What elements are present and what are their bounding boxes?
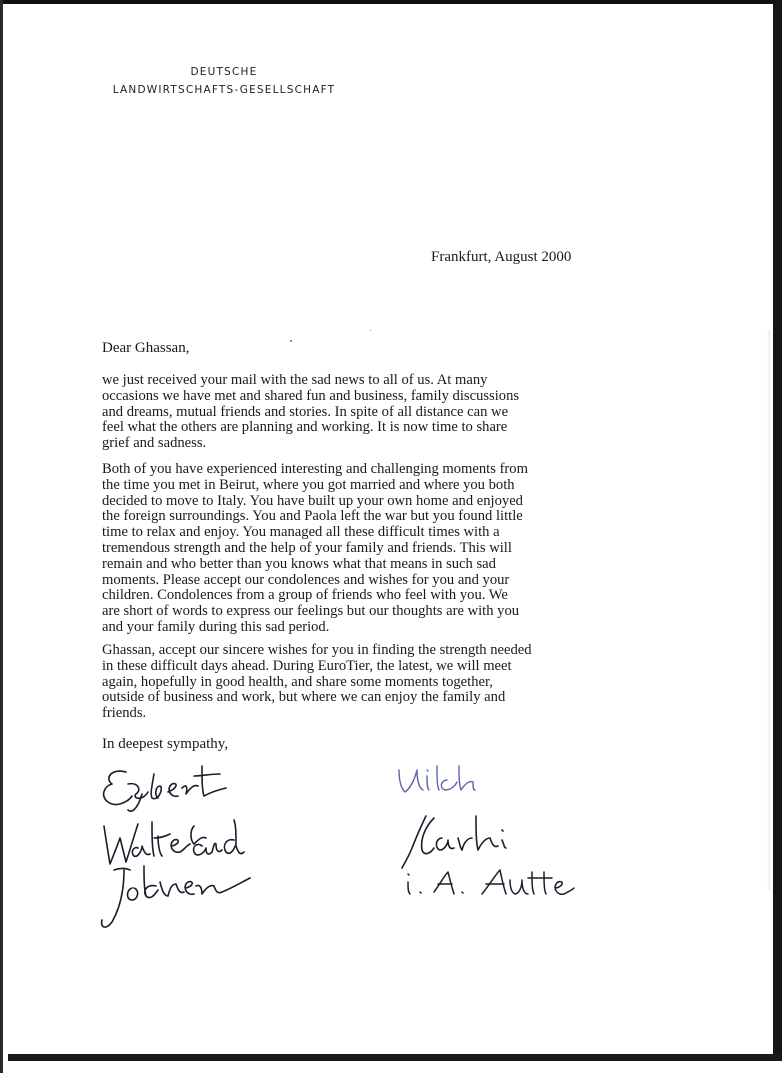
scan-speck (290, 340, 292, 342)
body-paragraph-1: we just received your mail with the sad news to all of us. At many occasions we have met and shared fun and business, family discussions and dreams, mutual friends and stories. In spite of all distance can we feel what the others are planning and working. It is now time to share grief and sadness. (102, 372, 520, 452)
letterhead (96, 63, 352, 99)
scan-edge-left (0, 0, 3, 1073)
paper-fold-shadow (767, 330, 770, 890)
body-paragraph-2: Both of you have experienced interesting and challenging moments from the time you met in Beirut, where you got married and where you both decided to move to Italy. You have built up your own home and enjoyed the foreign surroundings. You and Paola left the war but you found little time to relax and enjoy. You managed all these difficult times with a tremendous strength and the help of your family and friends. This will remain and who better than you knows what that means in such sad moments. Please accept our condolences and wishes for you and your children. Condolences from a group of friends who feel with you. We are short of words to express our feelings but our thoughts are with you and your family during this sad period. (102, 461, 528, 635)
signature-ulrich (393, 762, 483, 802)
scan-edge-right (773, 0, 782, 1073)
scan-edge-top (0, 0, 782, 4)
signature-ia-anette (396, 866, 586, 906)
salutation: Dear Ghassan, (102, 340, 190, 356)
signature-carlo (396, 808, 526, 872)
closing-line: In deepest sympathy, (102, 736, 229, 752)
letterhead-line-1: DEUTSCHE (190, 66, 258, 78)
letterhead-line-2: LANDWIRTSCHAFTS-GESELLSCHAFT (112, 84, 336, 96)
signature-jochen (96, 860, 256, 936)
signature-egbert (98, 762, 238, 814)
scan-edge-bottom (8, 1054, 782, 1080)
body-paragraph-3: Ghassan, accept our sincere wishes for you in finding the strength needed in these difficult days ahead. During EuroTier, the latest, we will meet again, hopefully in good health, and share some moments together, outside of business and work, but where we can enjoy the family and friends. (102, 642, 532, 722)
scan-speck (370, 330, 371, 331)
letter-date: Frankfurt, August 2000 (431, 249, 572, 265)
